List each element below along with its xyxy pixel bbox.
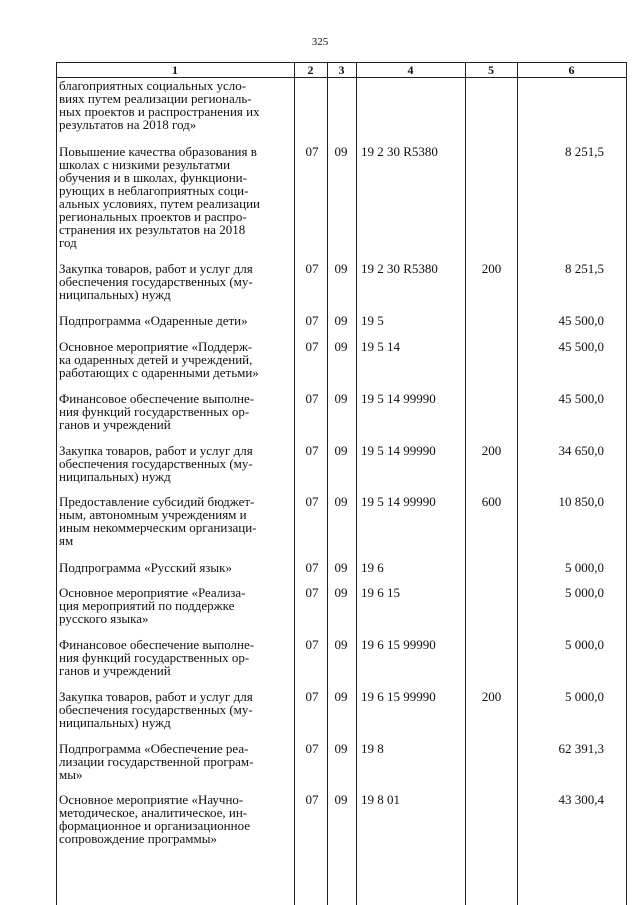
row-section: 07 (305, 637, 319, 652)
row-amount: 8 251,5 (565, 261, 604, 276)
row-amount: 45 500,0 (558, 313, 604, 328)
row-name: Предоставление субсидий бюджет- ным, автономным учреждениям и иным некоммерческим организаци- ям (59, 494, 257, 548)
row-target: 19 6 (361, 560, 384, 575)
row-name: Подпрограмма «Обеспечение реа- лизации государственной програм- мы» (59, 741, 254, 782)
row-section: 07 (305, 585, 319, 600)
page-number: 325 (311, 36, 329, 48)
row-amount: 5 000,0 (565, 637, 604, 652)
row-name: Финансовое обеспечение выполне- ния функций государственных ор- ганов и учреждений (59, 637, 255, 678)
row-target: 19 2 30 R5380 (361, 144, 438, 159)
row-subsection: 09 (334, 391, 348, 406)
row-name: Основное мероприятие «Реализа- ция мероприятий по поддержке русского языка» (59, 585, 246, 626)
row-amount: 43 300,4 (558, 792, 604, 807)
column-header: 5 (488, 63, 494, 77)
row-target: 19 2 30 R5380 (361, 261, 438, 276)
row-type: 200 (481, 261, 502, 276)
row-section: 07 (305, 741, 319, 756)
row-type: 200 (481, 689, 502, 704)
row-name: Основное мероприятие «Научно- методическое, аналитическое, ин- формационное и организационное сопровождение программы» (59, 792, 251, 846)
column-header: 4 (407, 63, 414, 77)
row-section: 07 (305, 261, 319, 276)
row-section: 07 (305, 494, 319, 509)
row-type: 200 (481, 443, 502, 458)
row-name: Повышение качества образования в школах с низкими результатми обучения и в школах, функциони- рующих в неблагоприятных соци- альных условиях, путем реализации региональных проектов и распро- странения их результатов на 2018 год (59, 144, 260, 250)
row-target: 19 8 01 (361, 792, 400, 807)
row-section: 07 (305, 391, 319, 406)
row-subsection: 09 (334, 689, 348, 704)
row-type: 600 (481, 494, 502, 509)
row-name: Закупка товаров, работ и услуг для обеспечения государственных (му- ниципальных) нужд (59, 261, 253, 302)
row-amount: 8 251,5 (565, 144, 604, 159)
row-target: 19 5 14 99990 (361, 494, 436, 509)
row-name: Основное мероприятие «Поддерж- ка одаренных детей и учреждений, работающих с одаренными детьми» (59, 339, 259, 380)
row-subsection: 09 (334, 741, 348, 756)
row-target: 19 5 14 99990 (361, 443, 436, 458)
row-amount: 5 000,0 (565, 585, 604, 600)
column-header: 1 (172, 63, 178, 77)
row-amount: 5 000,0 (565, 560, 604, 575)
row-name: Подпрограмма «Русский язык» (59, 560, 232, 575)
row-target: 19 5 14 (361, 339, 400, 354)
row-amount: 34 650,0 (558, 443, 604, 458)
table-right-border (626, 62, 627, 905)
row-section: 07 (305, 689, 319, 704)
row-target: 19 6 15 (361, 585, 400, 600)
row-section: 07 (305, 144, 319, 159)
column-divider (294, 62, 295, 905)
row-name: Финансовое обеспечение выполне- ния функций государственных ор- ганов и учреждений (59, 391, 255, 432)
row-section: 07 (305, 560, 319, 575)
row-subsection: 09 (334, 443, 348, 458)
row-subsection: 09 (334, 144, 348, 159)
row-target: 19 6 15 99990 (361, 637, 436, 652)
column-divider (327, 62, 328, 905)
row-subsection: 09 (334, 313, 348, 328)
row-subsection: 09 (334, 494, 348, 509)
row-name: Закупка товаров, работ и услуг для обеспечения государственных (му- ниципальных) нужд (59, 689, 253, 730)
row-subsection: 09 (334, 261, 348, 276)
row-amount: 45 500,0 (558, 339, 604, 354)
row-subsection: 09 (334, 585, 348, 600)
table-left-border (56, 62, 57, 905)
row-amount: 45 500,0 (558, 391, 604, 406)
column-header: 6 (568, 63, 575, 77)
row-name: Подпрограмма «Одаренные дети» (59, 313, 248, 328)
row-section: 07 (305, 792, 319, 807)
row-subsection: 09 (334, 560, 348, 575)
row-name: благоприятных социальных усло- виях путем реализации региональ- ных проектов и распространения их результатов на 2018 год» (59, 78, 260, 132)
row-amount: 10 850,0 (558, 494, 604, 509)
row-subsection: 09 (334, 792, 348, 807)
row-section: 07 (305, 313, 319, 328)
column-header: 3 (338, 63, 345, 77)
row-subsection: 09 (334, 339, 348, 354)
row-section: 07 (305, 339, 319, 354)
row-amount: 5 000,0 (565, 689, 604, 704)
row-subsection: 09 (334, 637, 348, 652)
row-target: 19 8 (361, 741, 384, 756)
column-header: 2 (307, 63, 314, 77)
row-amount: 62 391,3 (558, 741, 604, 756)
row-target: 19 5 (361, 313, 384, 328)
column-divider (465, 62, 466, 905)
column-divider (356, 62, 357, 905)
row-section: 07 (305, 443, 319, 458)
row-name: Закупка товаров, работ и услуг для обеспечения государственных (му- ниципальных) нужд (59, 443, 253, 484)
row-target: 19 5 14 99990 (361, 391, 436, 406)
budget-table (56, 62, 627, 905)
row-target: 19 6 15 99990 (361, 689, 436, 704)
column-divider (517, 62, 518, 905)
